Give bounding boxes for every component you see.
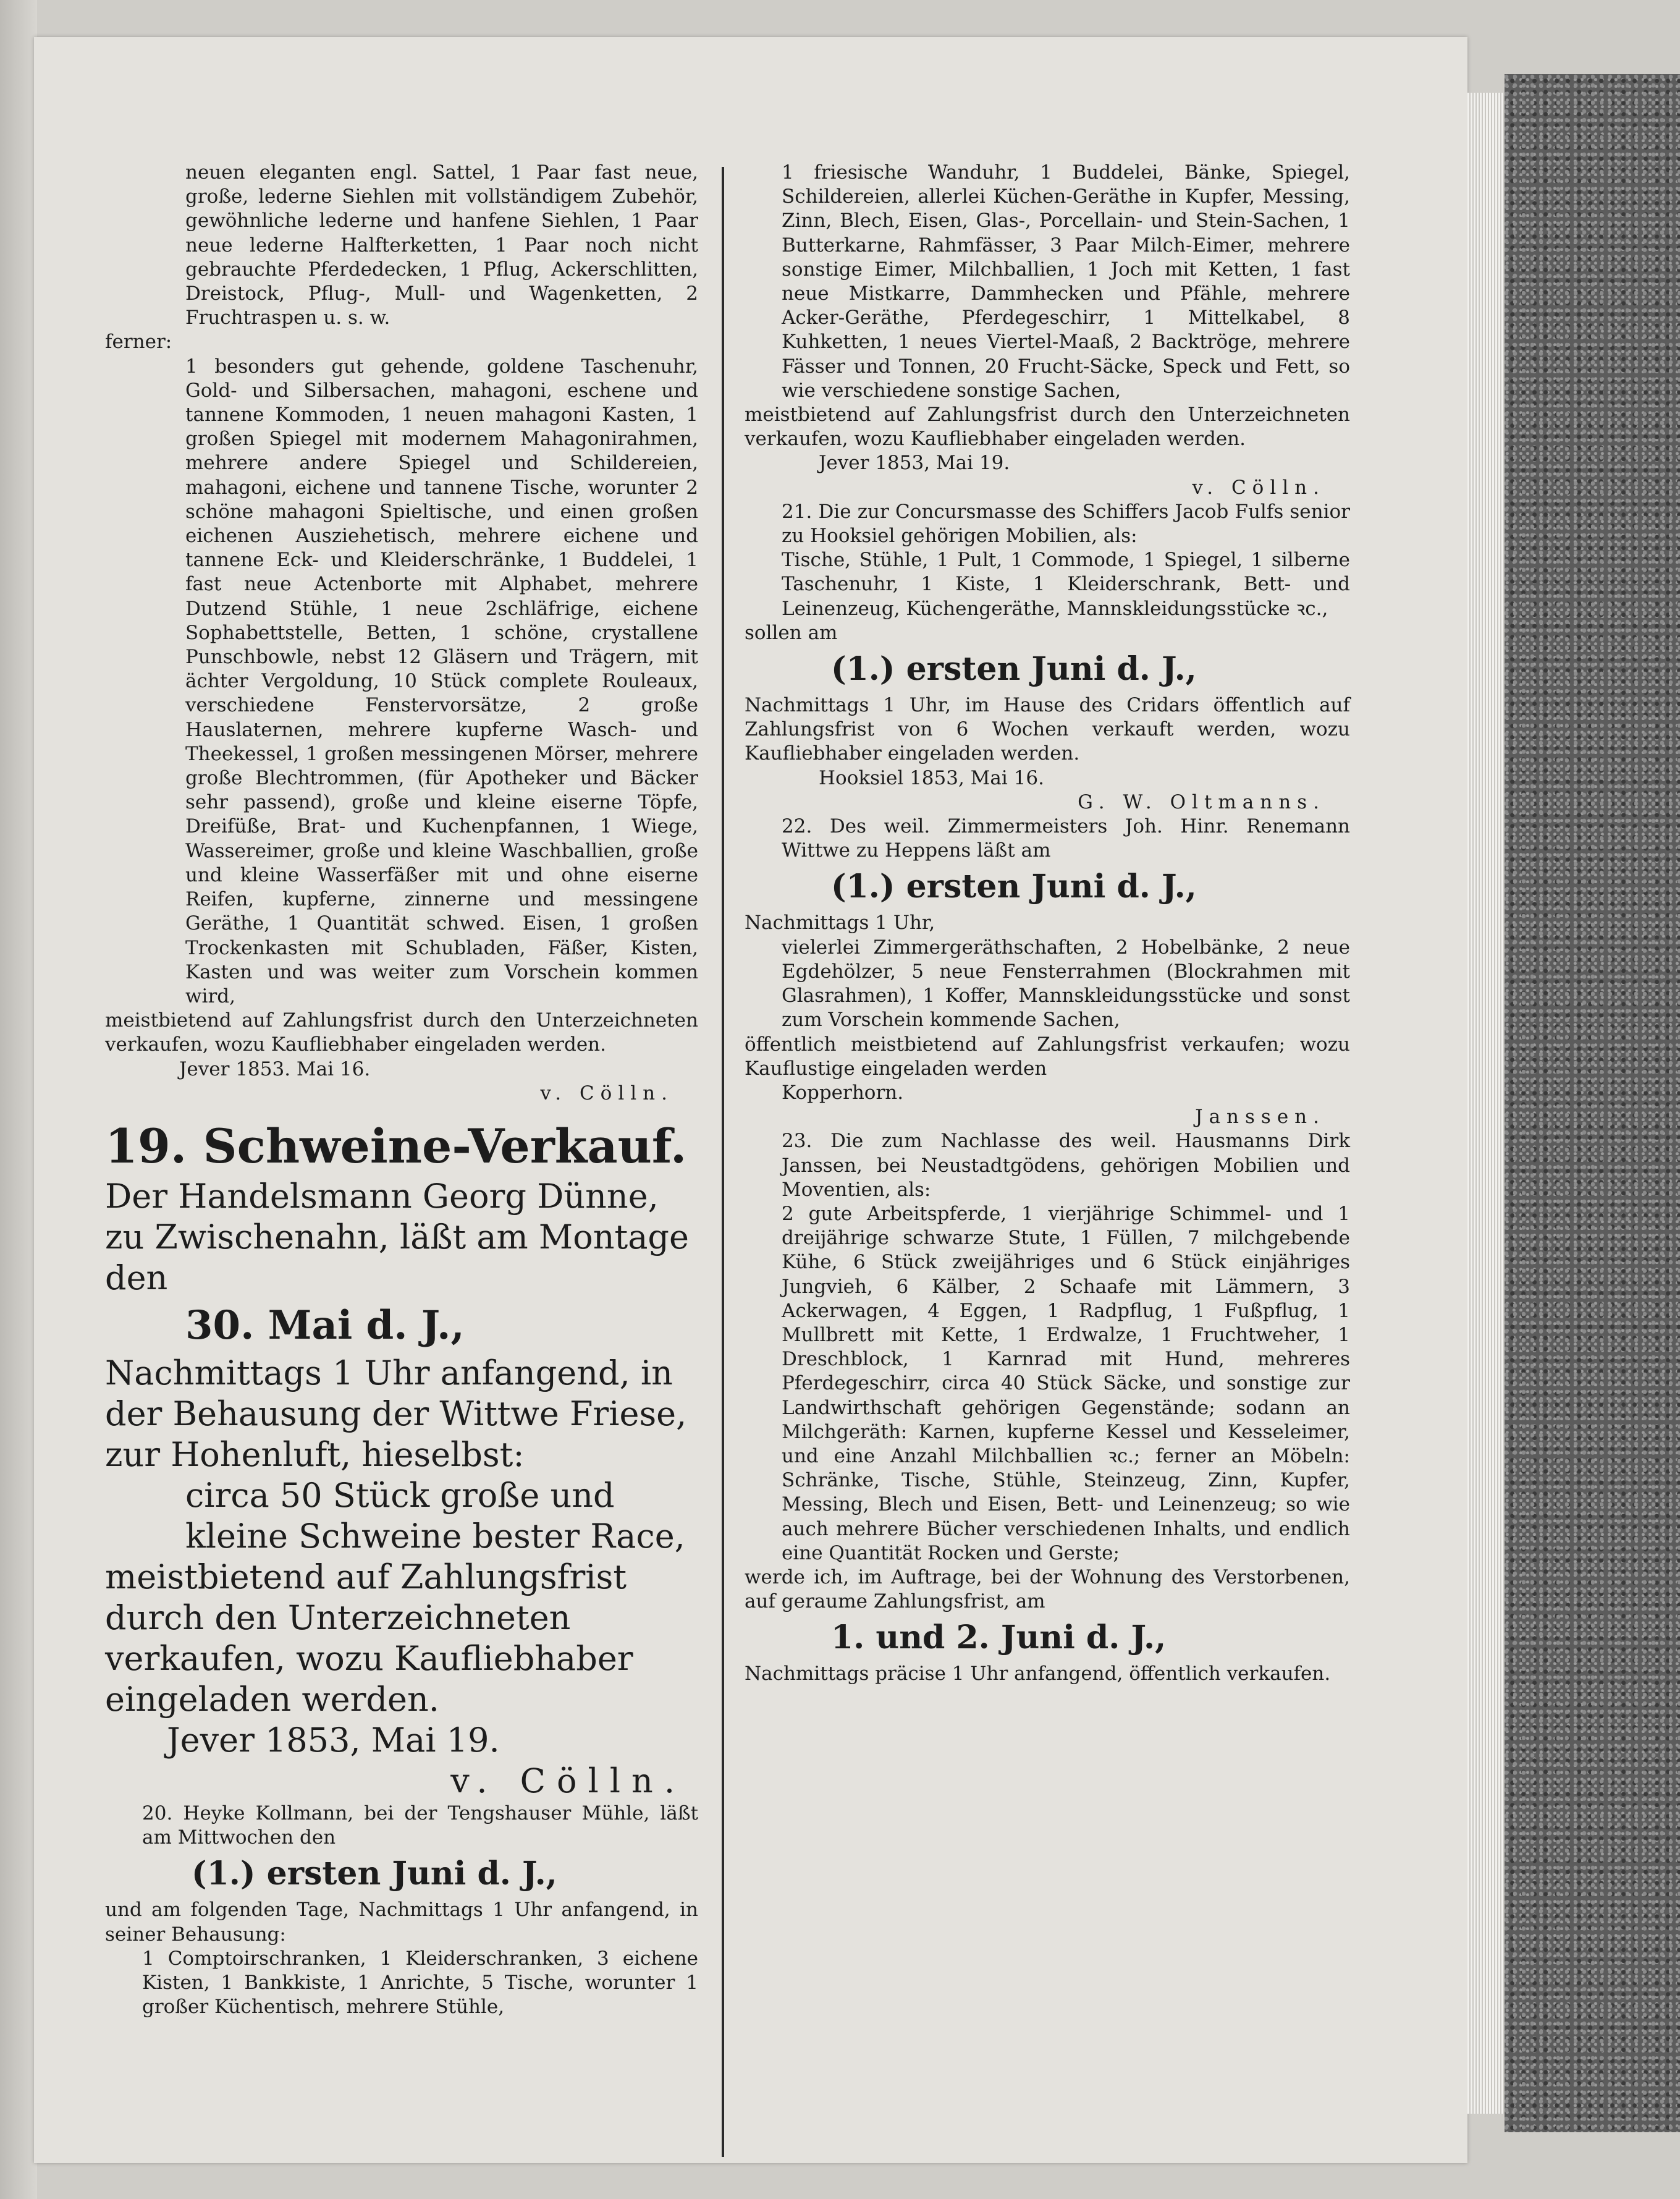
book-cover-edge xyxy=(1505,74,1680,2132)
left-page-edge xyxy=(0,0,37,2199)
item-list-household: 1 besonders gut gehende, goldene Taschenuhr, Gold- und Silbersachen, mahagoni, eschene und tannene Kommoden, 1 neuen mahagoni Kasten, 1 großen Spiegel mit modernem Mahagonirahmen, mehrere andere Spiegel und Schildereien, mahagoni, eichene und tannene Tische, worunter 2 schöne mahagoni Spieltische, und einen großen eichenen Ausziehetisch, mehrere eichene und tannene Eck- und Kleiderschränke, 1 Buddelei, 1 fast neue Actenborte mit Alphabet, mehrere Dutzend Stühle, 1 neue 2schläfrige, eichene Sophabettstelle, Betten, 1 schöne, crystallene Punschbowle, nebst 12 Gläsern und Trägern, mit ächter Vergoldung, 10 Stück complete Rouleaux, verschiedene Fenstervorsätze, 2 große Hauslaternen, mehrere kupferne Wasch- und Theekessel, 1 großen messingenen Mörser, mehrere große Blechtrommen, (für Apotheker und Bäcker sehr passend), große und kleine eiserne Töpfe, Dreifüße, Brat- und Kuchenpfannen, 1 Wiege, Wassereimer, große und kleine Waschballien, große und kleine Wasserfäßer mit und ohne eiserne Reifen, kupferne, zinnerne und messingene Geräthe, 1 Quantität schwed. Eisen, 1 großen Trockenkasten mit Schubladen, Fäßer, Kisten, Kasten und was weiter zum Vorschein kommen wird, xyxy=(185,355,698,1007)
sale-terms-right: meistbietend auf Zahlungsfrist durch den Unterzeichneten verkaufen, wozu Kaufliebhaber eingeladen werden. xyxy=(745,404,1350,451)
notice-22-signature: Janssen. xyxy=(1195,1106,1325,1129)
notice-21-place-date: Hooksiel 1853, Mai 16. xyxy=(819,766,1044,789)
notice-19-date: 30. Mai d. J., xyxy=(185,1302,465,1349)
notice-21-body: Nachmittags 1 Uhr, im Hause des Cridars öffentlich auf Zahlungsfrist von 6 Wochen verkauft werden, wozu Kaufliebhaber eingeladen werden. xyxy=(745,694,1350,765)
notice-22-date: (1.) ersten Juni d. J., xyxy=(831,868,1197,906)
sale-terms: meistbietend auf Zahlungsfrist durch den Unterzeichneten verkaufen, wozu Kaufliebhaber eingeladen werden. xyxy=(105,1009,698,1056)
notice-23-date: 1. und 2. Juni d. J., xyxy=(831,1619,1167,1657)
page-stack-edge xyxy=(1467,93,1505,2114)
notice-19-intro: Der Handelsmann Georg Dünne, zu Zwischenahn, läßt am Montage den xyxy=(105,1176,689,1297)
notice-21-date: (1.) ersten Juni d. J., xyxy=(831,650,1197,689)
notice-22-place: Kopperhorn. xyxy=(782,1081,904,1104)
signature: v. Cölln. xyxy=(540,1082,673,1104)
notice-23-items: 2 gute Arbeitspferde, 1 vierjährige Schimmel- und 1 dreijährige schwarze Stute, 1 Füllen, 7 milchgebende Kühe, 6 Stück zweijähriges und 6 Stück einjähriges Jungvieh, 6 Kälber, 2 Schaafe mit Lämmern, 3 Ackerwagen, 4 Eggen, 1 Radpflug, 1 Fußpflug, 1 Mullbrett mit Kette, 1 Erdwalze, 1 Fruchtweher, 1 Dreschblock, 1 Karnrad mit Hund, mehreres Pferdegeschirr, circa 40 Stück Säcke, und sonstige zur Landwirthschaft gehörigen Gegenstände; sodann an Milchgeräth: Karnen, kupferne Kessel und Kesseleimer, und eine Anzahl Milchballien ꝛc.; ferner an Möbeln: Schränke, Tische, Stühle, Steinzeug, Zinn, Kupfer, Messing, Blech und Eisen, Bett- und Leinenzeug; so wie auch mehrere Bücher verschiedenen Inhalts, und endlich eine Quantität Rocken und Gerste; xyxy=(782,1202,1350,1564)
notice-21-signature: G. W. Oltmanns. xyxy=(1078,790,1325,813)
notice-19-signature: v. Cölln. xyxy=(450,1761,686,1800)
notice-22-items: vielerlei Zimmergeräthschaften, 2 Hobelbänke, 2 neue Egdehölzer, 5 neue Fensterrahmen (Blockrahmen mit Glasrahmen), 1 Koffer, Mannskleidungsstücke und sonst zum Vorschein kommende Sachen, xyxy=(782,936,1350,1032)
ferner-label: ferner: xyxy=(105,331,172,354)
place-date: Jever 1853. Mai 16. xyxy=(179,1057,371,1080)
notice-20-date: (1.) ersten Juni d. J., xyxy=(192,1855,557,1893)
notice-23-intro: 23. Die zum Nachlasse des weil. Hausmanns Dirk Janssen, bei Neustadtgödens, gehörigen Mobilien und Moventien, als: xyxy=(782,1130,1350,1201)
notice-22-intro: 22. Des weil. Zimmermeisters Joh. Hinr. Renemann Wittwe zu Heppens läßt am xyxy=(782,815,1350,862)
notice-19-items: circa 50 Stück große und kleine Schweine bester Race, xyxy=(185,1475,685,1556)
notice-23-body: werde ich, im Auftrage, bei der Wohnung des Verstorbenen, auf geraume Zahlungsfrist, am xyxy=(745,1566,1350,1613)
right-column xyxy=(745,161,1350,1687)
column-divider xyxy=(722,167,724,2157)
notice-19-terms: meistbietend auf Zahlungsfrist durch den Unterzeichneten verkaufen, wozu Kaufliebhaber eingeladen werden. xyxy=(105,1557,633,1719)
notice-22-time: Nachmittags 1 Uhr, xyxy=(745,912,935,934)
notice-21-items: Tische, Stühle, 1 Pult, 1 Commode, 1 Spiegel, 1 silberne Taschenuhr, 1 Kiste, 1 Kleiderschrank, Bett- und Leinenzeug, Küchengeräthe, Mannskleidungsstücke ꝛc., xyxy=(782,549,1350,620)
notice-23-end: Nachmittags präcise 1 Uhr anfangend, öffentlich verkaufen. xyxy=(745,1663,1331,1685)
notice-21-intro: 21. Die zur Concursmasse des Schiffers Jacob Fulfs senior zu Hooksiel gehörigen Mobilien, als: xyxy=(782,500,1350,548)
signature-right: v. Cölln. xyxy=(1192,476,1325,499)
item-list-continued-right: 1 friesische Wanduhr, 1 Buddelei, Bänke, Spiegel, Schildereien, allerlei Küchen-Geräthe in Kupfer, Messing, Zinn, Blech, Eisen, Glas-, Porcellain- und Stein-Sachen, 1 Butterkarne, Rahmfässer, 3 Paar Milch-Eimer, mehrere sonstige Eimer, Milchballien, 1 Joch mit Ketten, 1 fast neue Mistkarre, Dammhecken und Pfähle, mehrere Acker-Geräthe, Pferdegeschirr, 1 Mittelkabel, 8 Kuhketten, 1 neues Viertel-Maaß, 2 Backtröge, mehrere Fässer und Tonnen, 20 Frucht-Säcke, Speck und Fett, so wie verschiedene sonstige Sachen, xyxy=(782,161,1350,402)
notice-19-body: Nachmittags 1 Uhr anfangend, in der Behausung der Wittwe Friese, zur Hohenluft, hieselbst: xyxy=(105,1353,687,1474)
notice-20-body: und am folgenden Tage, Nachmittags 1 Uhr anfangend, in seiner Behausung: xyxy=(105,1899,698,1946)
notice-19-title: 19. Schweine-Verkauf. xyxy=(105,1118,687,1174)
item-list-continued: neuen eleganten engl. Sattel, 1 Paar fast neue, große, lederne Siehlen mit vollständigem Zubehör, gewöhnliche lederne und hanfene Siehlen, 1 Paar neue lederne Halfterketten, 1 Paar noch nicht gebrauchte Pferdedecken, 1 Pflug, Ackerschlitten, Dreistock, Pflug-, Mull- und Wagenketten, 2 Fruchtraspen u. s. w. xyxy=(185,161,698,329)
notice-22-body: öffentlich meistbietend auf Zahlungsfrist verkaufen; wozu Kauflustige eingeladen werden xyxy=(745,1033,1350,1080)
left-column xyxy=(105,161,698,2019)
notice-20-intro: 20. Heyke Kollmann, bei der Tengshauser Mühle, läßt am Mittwochen den xyxy=(142,1802,698,1849)
place-date-right: Jever 1853, Mai 19. xyxy=(819,452,1010,475)
notice-21-sollen: sollen am xyxy=(745,621,838,644)
notice-20-items: 1 Comptoirschranken, 1 Kleiderschranken, 3 eichene Kisten, 1 Bankkiste, 1 Anrichte, 5 Tische, worunter 1 großer Küchentisch, mehrere Stühle, xyxy=(142,1947,698,2019)
notice-19-place-date: Jever 1853, Mai 19. xyxy=(167,1720,500,1760)
